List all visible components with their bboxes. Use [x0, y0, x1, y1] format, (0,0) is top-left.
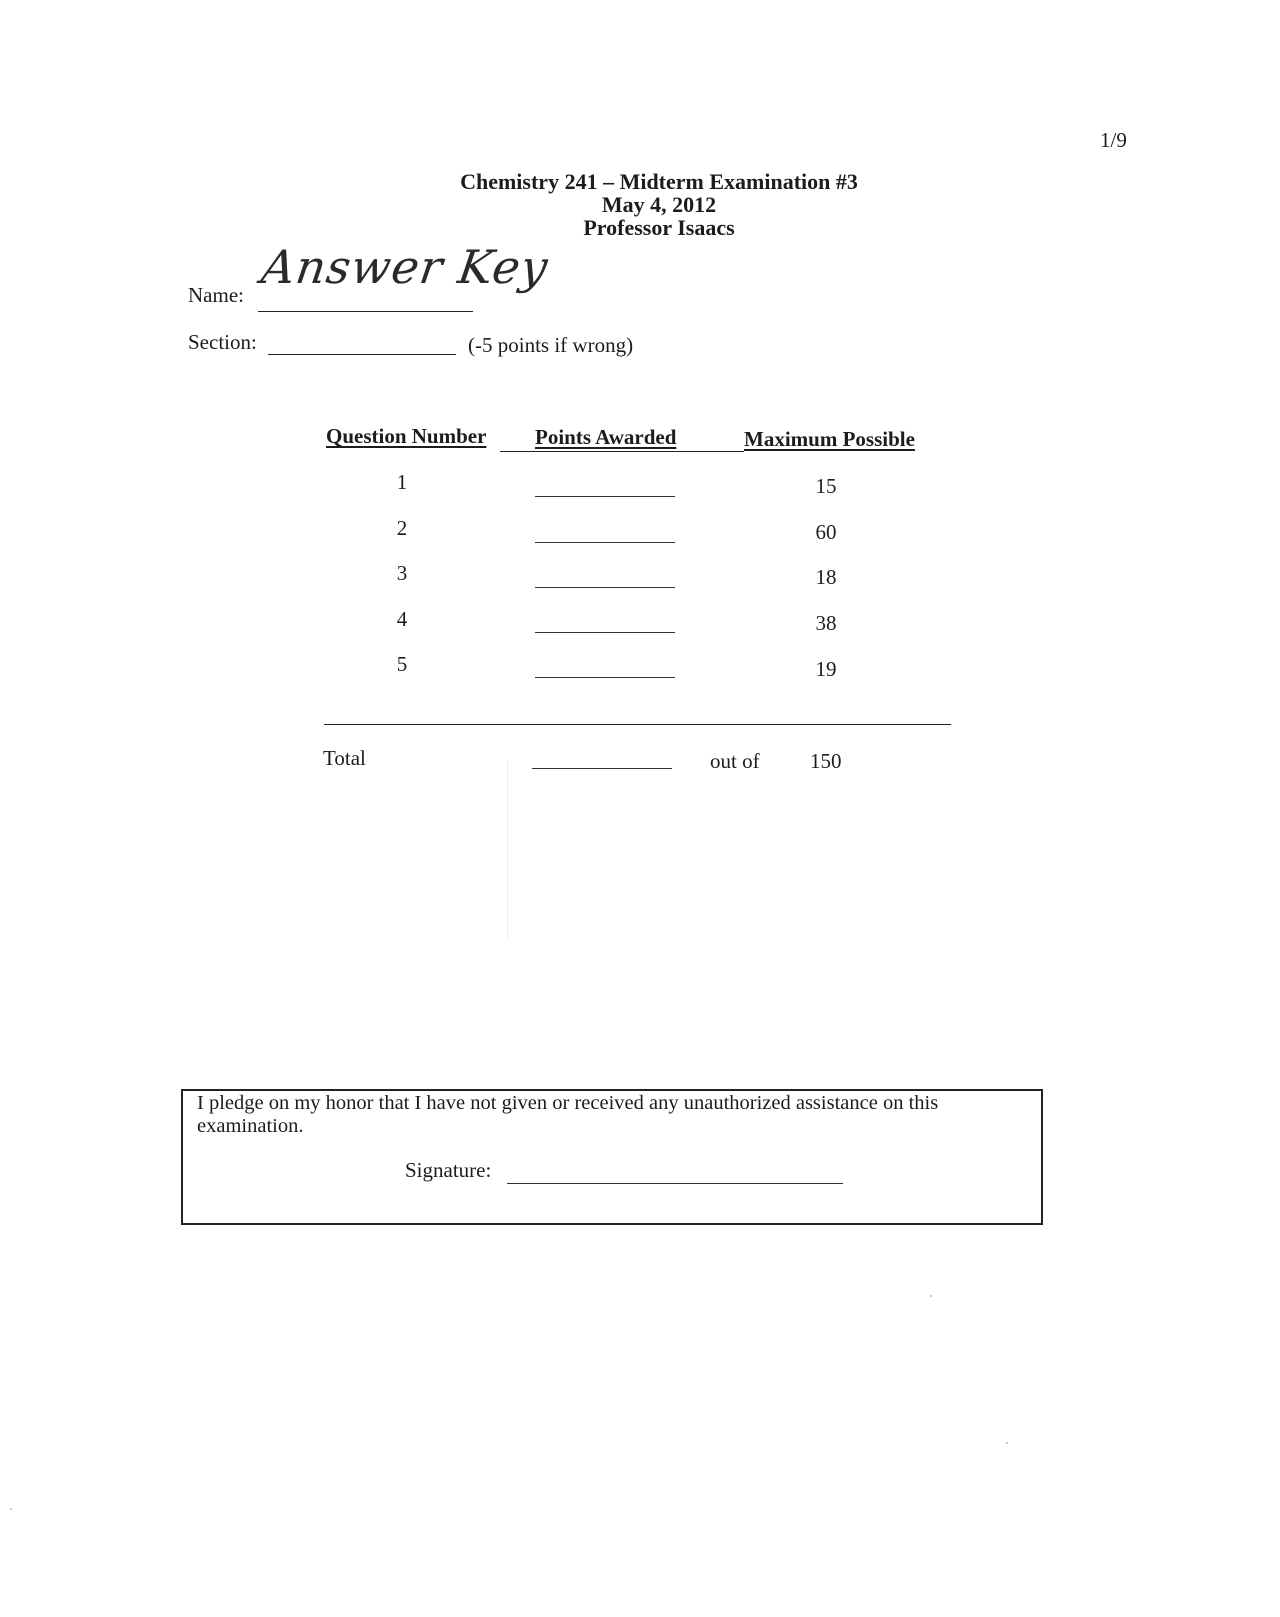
points-awarded-field[interactable]	[535, 496, 675, 497]
section-field[interactable]	[268, 354, 456, 355]
column-header-points: Points Awarded	[535, 425, 677, 449]
question-number: 4	[396, 607, 408, 631]
honor-pledge-text: I pledge on my honor that I have not given or received any unauthorized assistance on this examination.	[197, 1092, 939, 1137]
maximum-points: 38	[815, 611, 837, 635]
exam-date: May 4, 2012	[601, 192, 717, 217]
section-note: (-5 points if wrong)	[468, 333, 634, 357]
name-field[interactable]	[258, 311, 473, 312]
scan-speck	[930, 1295, 932, 1297]
exam-header	[0, 170, 1280, 239]
signature-field[interactable]	[507, 1183, 843, 1184]
points-awarded-field[interactable]	[535, 632, 675, 633]
points-awarded-field[interactable]	[535, 677, 675, 678]
signature-label: Signature:	[405, 1158, 492, 1182]
question-number: 2	[396, 516, 408, 540]
name-label: Name:	[188, 283, 244, 307]
column-header-maximum: Maximum Possible	[744, 427, 915, 451]
table-divider	[324, 724, 951, 725]
points-awarded-field[interactable]	[535, 542, 675, 543]
question-number: 5	[396, 652, 408, 676]
total-points-field[interactable]	[532, 768, 672, 769]
total-maximum: 150	[810, 749, 842, 773]
scan-artifact	[507, 760, 508, 940]
maximum-points: 15	[815, 474, 837, 498]
total-label: Total	[323, 746, 366, 770]
question-number: 3	[396, 561, 408, 585]
total-out-of-label: out of	[710, 749, 760, 773]
section-label: Section:	[188, 330, 257, 354]
maximum-points: 19	[815, 657, 837, 681]
points-awarded-field[interactable]	[535, 587, 675, 588]
header-underline	[500, 451, 744, 452]
scan-speck	[1006, 1442, 1008, 1444]
maximum-points: 60	[815, 520, 837, 544]
name-handwritten-value: Answer Key	[258, 240, 552, 294]
exam-title: Chemistry 241 – Midterm Examination #3	[460, 169, 858, 194]
exam-professor: Professor Isaacs	[583, 215, 735, 240]
scan-speck	[10, 1508, 12, 1510]
page-number: 1/9	[1100, 128, 1127, 152]
maximum-points: 18	[815, 565, 837, 589]
column-header-question: Question Number	[326, 424, 487, 448]
question-number: 1	[396, 470, 408, 494]
